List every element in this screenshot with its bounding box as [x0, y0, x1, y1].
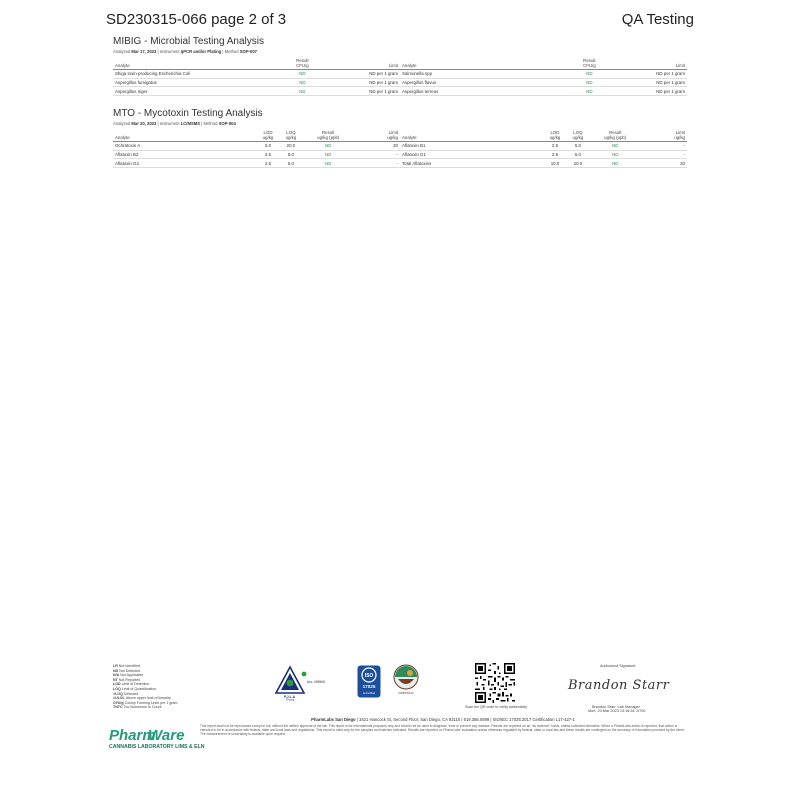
- svg-text:Accredited: Accredited: [362, 692, 376, 695]
- svg-text:Ware: Ware: [148, 727, 185, 744]
- legend-item: LR Not Identified: [113, 664, 140, 668]
- legend-item: <LOQ Detected: [113, 691, 139, 696]
- table-row: Aflatoxin B2 2.5 5.0 ND - Aflatoxin G1 2.5 5.0 ND -: [115, 152, 685, 158]
- pharmware-logo: [108, 723, 205, 751]
- mycotoxin-table: [113, 129, 687, 168]
- qr-code-icon[interactable]: [475, 663, 515, 703]
- mycotoxin-section: [113, 108, 687, 168]
- col-result: Result CFU/g: [285, 57, 319, 70]
- report-title: SD230315-066 page 2 of 3: [106, 11, 287, 28]
- signer-name: Brandon Starr, Lab Manager: [592, 705, 640, 709]
- legend-item: >ULOL Above upper limit of linearity: [113, 696, 171, 701]
- state-lab-seal-icon: [390, 663, 422, 695]
- col-loq: LOQ ug/kg: [566, 129, 589, 142]
- svg-text:RP86/1843: RP86/1843: [398, 691, 414, 695]
- legend-item: CFU/g Colony Forming Units per 1 gram: [113, 700, 178, 705]
- abbreviation-legend: [113, 664, 178, 710]
- svg-text:Testing: Testing: [286, 698, 295, 702]
- signature-date: Mon, 20 Mar 2023 13:16:34 -0700: [588, 709, 646, 713]
- disclaimer-text: This report shall not be reproduced except in full, without the written approval of the lab. This report is for informational purposes only and should not be used to diagnose, treat or prevent any disease. Results are reported on an "as received" basis, unless indicated otherwise. When a PharmLabs action is reported, that action is intended to be in accordance with federal, state and local laws and regulations. This report is valid only for the samples and batches indicated. Results are reported on PharmLabs' evaluation unless otherwise regulated by federal, state or local law and these results are contingent on the accuracy of information provided by the client. The measurement of uncertainty is available upon request.: [200, 724, 685, 736]
- svg-text:ISO: ISO: [364, 673, 374, 679]
- legend-item: TNTC Too Numerous to Count: [113, 705, 162, 710]
- table-row: Aflatoxin G2 2.5 5.0 ND - Total Aflatoxins 10.0 20.0 ND 20: [115, 160, 685, 166]
- legend-item: LOQ Limit of Quantification: [113, 686, 157, 691]
- col-lod: LOD ug/kg: [544, 129, 567, 142]
- col-result: Result ug/kg (ppb): [302, 129, 354, 142]
- svg-text:CANNABIS LABORATORY LIMS & ELN: CANNABIS LABORATORY LIMS & ELN: [109, 744, 205, 750]
- section-meta: Analyzed Mar 20, 2023 | Instrument LC/MSMS | Method SOP-004: [113, 121, 236, 126]
- col-limit: Limit ug/kg: [641, 129, 687, 142]
- svg-text:P.J.L.A: P.J.L.A: [284, 695, 296, 699]
- legend-item: NT Not Reported: [113, 677, 141, 682]
- microbial-table: [113, 57, 687, 96]
- legend-item: ND Not Detected: [113, 668, 141, 673]
- microbial-section: [113, 36, 687, 96]
- col-analyte: Analyte: [113, 129, 257, 142]
- col-analyte: Analyte: [400, 129, 544, 142]
- legend-item: N/A Not Applicable: [113, 673, 144, 678]
- col-limit: Limit ug/kg: [354, 129, 400, 142]
- col-lod: LOD ug/kg: [257, 129, 280, 142]
- qr-caption: Scan the QR code to verify authenticity: [464, 705, 528, 709]
- signature-label: Authorized Signature: [600, 664, 636, 668]
- lab-address: PharmLabs San Diego | 3421 Hancock St, Second Floor, San Diego, CA 92110 | 619.356.0899 | ISO/IEC 17025:2017 Certification L17-427-1: [311, 717, 575, 722]
- col-loq: LOQ ug/kg: [279, 129, 302, 142]
- table-row: Aspergillus niger ND ND per 1 gram Aspergillus terreus ND ND per 1 gram: [115, 88, 685, 94]
- section-title: MIBIG - Microbial Testing Analysis: [113, 36, 264, 47]
- legend-item: LOD Limit of Detection: [113, 682, 150, 687]
- col-result: Result CFU/g: [572, 57, 606, 70]
- pjla-accreditation-icon: [274, 665, 332, 701]
- section-title: MTO - Mycotoxin Testing Analysis: [113, 108, 263, 119]
- col-analyte: Analyte: [400, 57, 572, 70]
- svg-text:Acc. #95568: Acc. #95568: [307, 680, 325, 684]
- col-limit: Limit: [320, 57, 400, 70]
- svg-text:17025: 17025: [362, 684, 376, 689]
- table-row: Aspergillus fumigatus ND ND per 1 gram Aspergillus flavus ND ND per 1 gram: [115, 80, 685, 86]
- report-category: QA Testing: [621, 11, 694, 28]
- table-row: Ochratoxin A 5.0 20.0 ND 20 Aflatoxin B1 2.5 5.0 ND -: [115, 143, 685, 149]
- table-row: Shiga toxin-producing Escherichia Coli ND ND per 1 gram Salmonella spp ND ND per 1 gram: [115, 71, 685, 77]
- col-limit: Limit: [607, 57, 687, 70]
- iso-17025-badge-icon: [357, 665, 381, 698]
- section-meta: Analyzed Mar 17, 2023 | Instrument qPCR and/or Plating | Method SOP-007: [113, 49, 257, 54]
- col-analyte: Analyte: [113, 57, 285, 70]
- col-result: Result ug/kg (ppb): [589, 129, 641, 142]
- svg-text:Pharm: Pharm: [109, 727, 156, 744]
- handwritten-signature: Brandon Starr: [568, 678, 670, 693]
